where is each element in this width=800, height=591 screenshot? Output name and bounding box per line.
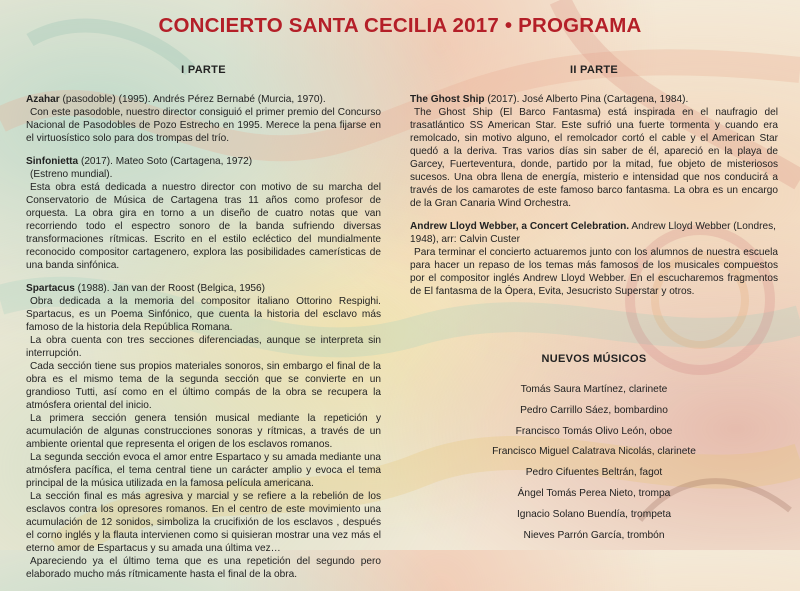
part-two-heading: II PARTE — [569, 64, 619, 76]
musician-item: Ignacio Solano Buendía, trompeta — [516, 508, 672, 520]
part-two-column — [410, 64, 778, 546]
part-one-column — [26, 64, 381, 591]
piece-paragraph: The Ghost Ship (El Barco Fantasma) está inspirada en el naufragio del trasatlántico SS American Star. Este sufrió una fuerte tormenta y cuando era remolcado, sin motivo alguno, el remolcador cortó el cable y el American Star quedó a la deriva. Tras varios días sin saber de él, apareció en la playa de Garcey, Fuerteventura, donde, partido por la mitad, fue objeto de misteriosos sucesos. Una obra llena de energía, misterio e intensidad que nos conducirá a través de los camarotes de este famoso barco fantasma. La obra es un encargo de la Gran Canaria Wind Orchestra. — [410, 107, 778, 209]
piece-title: Spartacus — [26, 283, 75, 294]
musician-item: Francisco Tomás Olivo León, oboe — [515, 425, 673, 437]
piece-paragraph: Para terminar el concierto actuaremos junto con los alumnos de nuestra escuela para hacer un repaso de los temas más famosos de los musicales compuestos por el compositor inglés Andrew Lloyd Webber. En el escucharemos fragmentos de El fantasma de la Ópera, Evita, Jesucristo Superstar y otros. — [410, 247, 778, 297]
piece-title: The Ghost Ship — [410, 94, 485, 105]
piece-paragraph: La sección final es más agresiva y marcial y se refiere a la rebelión de los esclavos contra los opresores romanos. En el centro de este movimiento una acumulación de 12 sonidos, simboliza la crucifixión de los esclavos , después el corno inglés y la flauta intervienen como si quisieran mostrar una vez más el eterno amor de Espartacus y su amada una última vez… — [26, 491, 381, 554]
musician-item: Ángel Tomás Perea Nieto, trompa — [517, 487, 671, 499]
piece-details: (2017). Mateo Soto (Cartagena, 1972) — [78, 156, 253, 167]
piece-sinfonietta — [26, 155, 381, 272]
musician-item: Pedro Cifuentes Beltrán, fagot — [525, 467, 663, 479]
piece-title-line — [26, 155, 381, 168]
musician-item: Pedro Carrillo Sáez, bombardino — [520, 404, 668, 416]
piece-paragraph: Con este pasodoble, nuestro director consiguió el primer premio del Concurso Nacional de Pasodobles de Pozo Estrecho en 1995. Merece la pena fijarse en el virtuosístico solo para dos trompas del trío. — [26, 107, 381, 144]
piece-paragraph: Esta obra está dedicada a nuestro director con motivo de su marcha del Conservatorio de Música de Cartagena tras 11 años como profesor de orquesta. La obra gira en torno a un diseño de cuatro notas que van recorriendo todo el espectro sonoro de la banda sufriendo diversas transformaciones rítmicas. Escrito en el estilo ecléctico del mundialmente reconocido compositor cartagenero, explora las posibilidades camerísticas de una banda sinfónica. — [26, 182, 381, 271]
new-musicians-heading: NUEVOS MÚSICOS — [541, 353, 647, 365]
musicians-list — [410, 380, 778, 546]
piece-title: Andrew Lloyd Webber, a Concert Celebration. — [410, 221, 630, 232]
page-title: CONCIERTO SANTA CECILIA 2017 • PROGRAMA — [158, 14, 642, 37]
piece-title: Sinfonietta — [26, 156, 79, 167]
piece-title-line — [26, 93, 381, 106]
piece-spartacus — [26, 282, 381, 581]
piece-lloyd-webber — [410, 220, 778, 298]
piece-paragraph: La obra cuenta con tres secciones diferenciadas, aunque se interpreta sin interrupción. — [26, 335, 381, 359]
piece-details: (pasodoble) (1995). Andrés Pérez Bernabé (Murcia, 1970). — [59, 94, 326, 105]
musician-item: Nieves Parrón García, trombón — [523, 529, 665, 541]
musician-item: Tomás Saura Martínez, clarinete — [520, 384, 668, 395]
piece-title-line — [410, 93, 778, 106]
part-one-heading: I PARTE — [181, 64, 226, 76]
piece-paragraph: La primera sección genera tensión musical mediante la repetición y acumulación de algunas construcciones sonoras y rítmicas, a través de un ambiente oriental que representa el origen de los esclavos romanos. — [26, 413, 381, 450]
piece-title: Azahar — [26, 94, 60, 105]
piece-paragraph: La segunda sección evoca el amor entre Espartaco y su amada mediante una atmósfera pacífica, el tema central tiene un carácter amplio y evoca el tema principal de la música utilizada en la famosa película americana. — [26, 452, 381, 489]
piece-title-line — [26, 282, 381, 295]
piece-paragraph: Obra dedicada a la memoria del compositor italiano Ottorino Respighi. Spartacus, es un Poema Sinfónico, que cuenta la historia del esclavo más famoso de la historia dela República Romana. — [26, 296, 381, 333]
piece-azahar — [26, 93, 381, 145]
piece-ghost-ship — [410, 93, 778, 210]
piece-title-line — [410, 220, 778, 246]
musician-item: Francisco Miguel Calatrava Nicolás, clarinete — [492, 446, 696, 458]
piece-paragraph: Apareciendo ya el último tema que es una repetición del segundo pero elaborado mucho más rítmicamente hasta el final de la obra. — [26, 556, 381, 580]
piece-paragraph: (Estreno mundial). — [30, 169, 113, 180]
piece-paragraph: Cada sección tiene sus propios materiales sonoros, sin embargo el final de la obra es el mismo tema de la segunda sección que se convierte en un grandioso Tutti, así como en el último compás de la obra se recupera la atmósfera oriental del inicio. — [26, 361, 381, 411]
piece-details: (2017). José Alberto Pina (Cartagena, 1984). — [484, 94, 689, 105]
piece-details: Andrew Lloyd Webber (Londres, 1948), arr: Calvin Custer — [410, 221, 776, 245]
piece-details: (1988). Jan van der Roost (Belgica, 1956) — [74, 283, 266, 294]
